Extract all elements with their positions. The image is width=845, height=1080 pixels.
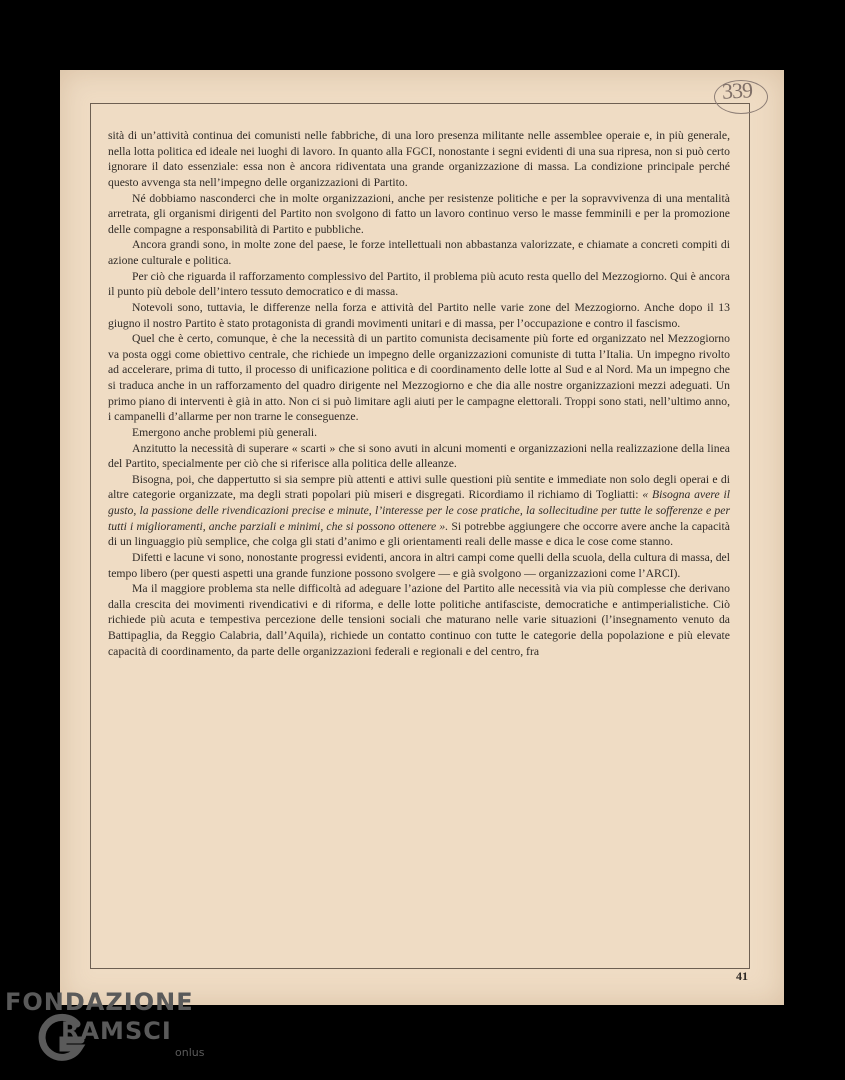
body-text bbox=[108, 128, 730, 659]
paragraph: Notevoli sono, tuttavia, le differenze nella forza e attività del Partito nelle varie zone del Mezzogiorno. Anche dopo il 13 giugno il nostro Partito è stato protagonista di grandi movimenti unitari e di massa, per l’occupazione e contro il fascismo. bbox=[108, 300, 730, 330]
paragraph: Anzitutto la necessità di superare « scarti » che si sono avuti in alcuni momenti e organizzazioni nella realizzazione della linea del Partito, specialmente per ciò che si riferisce alla politica delle alleanze. bbox=[108, 441, 730, 471]
paragraph-with-quote bbox=[108, 472, 730, 550]
paragraph: sità di un’attività continua dei comunisti nelle fabbriche, di una loro presenza militante nelle assemblee operaie e, in più generale, nella lotta politica ed ideale nei luoghi di lavoro. In quanto alla FGCI, nonostante i segni evidenti di una sua ripresa, non si può certo ignorare il dato essenziale: essa non è ancora ridiventata una grande organizzazione di massa. La condizione principale perché questo avvenga sta nell’impegno delle organizzazioni di Partito. bbox=[108, 129, 730, 189]
paragraph: Quel che è certo, comunque, è che la necessità di un partito comunista decisamente più forte ed organizzato nel Mezzogiorno va posta oggi come obiettivo centrale, che richiede un impegno delle organizzazioni comuniste di tutta l’Italia. Un impegno rivolto ad accelerare, prima di tutto, il processo di unificazione politica e di coordinamento delle lotte al Sud e al Nord. Ma un impegno che si traduca anche in un rafforzamento del quadro dirigente nel Mezzogiorno e che dia alle nostre organizzazioni mezzi adeguati. Un primo piano di interventi è già in atto. Non ci si può limitare agli aiuti per le campagne elettorali. Troppi sono stati, nell’ultimo anno, i campanelli d’allarme per non trarne le conseguenze. bbox=[108, 332, 730, 424]
paragraph: Ancora grandi sono, in molte zone del paese, le forze intellettuali non abbastanza valorizzate, e chiamate a concreti compiti di azione culturale e politica. bbox=[108, 238, 730, 267]
paragraph: Ma il maggiore problema sta nelle difficoltà ad adeguare l’azione del Partito alle necessità via via più complesse che derivano dalla crescita dei movimenti rivendicativi e di riforma, e delle lotte politiche antifasciste, democratiche e antimperialistiche. Ciò richiede più acuta e tempestiva percezione delle tensioni sociali che maturano nelle varie situazioni (l’insegnamento venuto da Battipaglia, da Reggio Calabria, dall’Aquila), richiede un contatto continuo con tutte le categorie della popolazione e più elevate capacità di coordinamento, da parte delle organizzazioni federali e regionali e del centro, fra bbox=[108, 582, 730, 658]
quote-intro: Bisogna, poi, che dappertutto si sia sempre più attenti e attivi sulle questioni più sentite e immediate non solo degli operai e di altre categorie organizzate, ma degli strati popolari più miseri e disgregati. Ricordiamo il richiamo di Togliatti: bbox=[108, 472, 730, 502]
archive-number: 339 bbox=[721, 77, 753, 104]
paragraph: Emergono anche problemi più generali. bbox=[132, 425, 318, 439]
watermark-line1: FONDAZIONE bbox=[5, 988, 194, 1016]
quote-outro: Si potrebbe aggiungere che occorre avere anche la capacità di un linguaggio più semplice, che colga gli stati d’animo e gli orientamenti reali delle masse e dica le cose come stanno. bbox=[108, 519, 730, 549]
watermark-onlus: onlus bbox=[175, 1046, 205, 1059]
paragraph: Per ciò che riguarda il rafforzamento complessivo del Partito, il problema più acuto resta quello del Mezzogiorno. Qui è ancora il punto più debole dell’intero tessuto democratico e di massa. bbox=[108, 269, 730, 299]
paragraph: Difetti e lacune vi sono, nonostante progressi evidenti, ancora in altri campi come quelli della scuola, della cultura di massa, del tempo libero (per questi aspetti una grande funzione possono svolgere — e già svolgono — organizzazioni come l’ARCI). bbox=[108, 550, 730, 580]
togliatti-quote: « Bisogna avere il gusto, la passione delle rivendicazioni precise e minute, l’interesse per le cose pratiche, la sollecitudine per tutte le sofferenze e per tutti i miglioramenti, anche parziali e minimi, che si possono ottenere ». bbox=[108, 488, 731, 533]
fondazione-gramsci-watermark bbox=[5, 988, 215, 1078]
watermark-line2: RAMSCI bbox=[61, 1017, 172, 1045]
page-number: 41 bbox=[736, 969, 748, 983]
paragraph: Né dobbiamo nasconderci che in molte organizzazioni, anche per resistenze politiche e per la sopravvivenza di una mentalità arretrata, gli organismi dirigenti del Partito non svolgono di fatto un lavoro continuo verso le masse femminili e per la promozione delle compagne a responsabilità di Partito e pubbliche. bbox=[108, 191, 730, 236]
